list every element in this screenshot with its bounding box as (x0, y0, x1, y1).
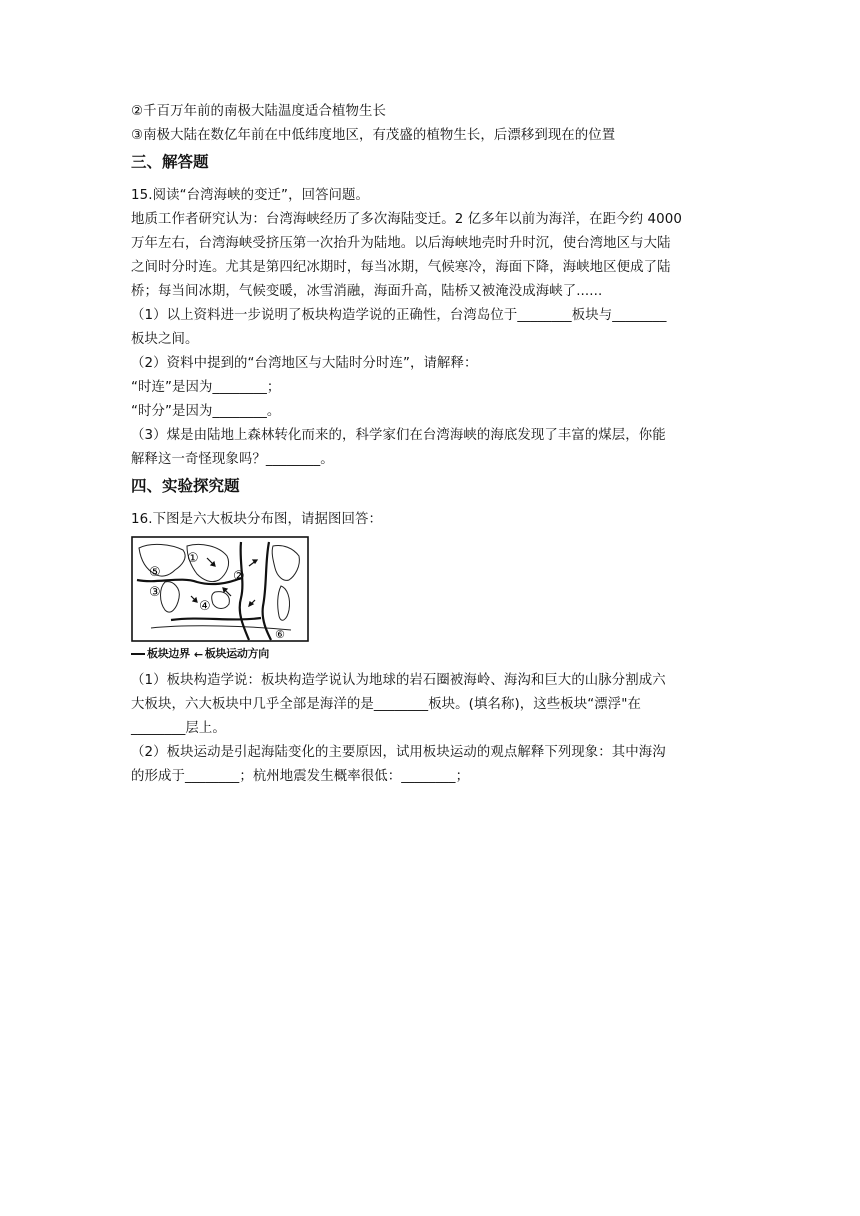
plate-number-label: ① (187, 551, 199, 566)
boundary-line-icon (131, 653, 145, 655)
plate-number-label: ③ (149, 585, 161, 600)
sub-question-1: ________层上。 (131, 721, 226, 736)
option-line: ②千百万年前的南极大陆温度适合植物生长 (131, 104, 386, 119)
plate-number-label: ⑥ (275, 628, 285, 641)
reading-paragraph-line: 桥；每当间冰期，气候变暖，冰雪消融，海面升高，陆桥又被淹没成海峡了...... (131, 284, 603, 299)
section-heading: 三、解答题 (131, 153, 209, 171)
sub-question-1: （1）板块构造学说：板块构造学说认为地球的岩石圈被海岭、海沟和巨大的山脉分割成六 (131, 673, 666, 688)
sub-question-1: 大板块，六大板块中几乎全部是海洋的是________板块。(填名称)，这些板块“漂浮"在 (131, 697, 642, 712)
plate-map-image (131, 536, 311, 644)
plate-map-figure (131, 536, 311, 661)
plate-number-label: ② (233, 569, 245, 584)
option-line: ③南极大陆在数亿年前在中低纬度地区，有茂盛的植物生长，后漂移到现在的位置 (131, 128, 616, 143)
sub-question-1: （1）以上资料进一步说明了板块构造学说的正确性，台湾岛位于________板块与________ (131, 308, 667, 323)
plate-boundary (171, 618, 261, 620)
legend-motion-label: 板块运动方向 (204, 647, 269, 660)
sub-question-2: “时连”是因为________； (131, 380, 281, 395)
sub-question-2: （2）板块运动是引起海陆变化的主要原因，试用板块运动的观点解释下列现象：其中海沟 (131, 745, 666, 760)
map-legend (131, 645, 311, 661)
legend-boundary-label: 板块边界 (147, 647, 190, 660)
plate-number-label: ④ (199, 599, 211, 614)
reading-paragraph-line: 之间时分时连。尤其是第四纪冰期时，每当冰期，气候寒冷，海面下降，海峡地区便成了陆 (131, 260, 671, 275)
plate-number-label: ⑤ (149, 565, 161, 580)
sub-question-3: 解释这一奇怪现象吗？________。 (131, 452, 334, 467)
sub-question-2: （2）资料中提到的“台湾地区与大陆时分时连”，请解释： (131, 356, 478, 371)
question-16-intro: 16.下图是六大板块分布图，请据图回答： (131, 512, 382, 527)
motion-arrow-icon: ← (193, 647, 203, 661)
sub-question-2: “时分”是因为________。 (131, 404, 281, 419)
sub-question-2: 的形成于________；杭州地震发生概率很低：________； (131, 769, 470, 784)
document-page (131, 100, 731, 789)
question-15-intro: 15.阅读“台湾海峡的变迁”，回答问题。 (131, 188, 370, 203)
reading-paragraph-line: 地质工作者研究认为：台湾海峡经历了多次海陆变迁。2 亿多年以前为海洋，在距今约 4000 (131, 212, 682, 227)
reading-paragraph-line: 万年左右，台湾海峡受挤压第一次抬升为陆地。以后海峡地壳时升时沉，使台湾地区与大陆 (131, 236, 671, 251)
section-heading: 四、实验探究题 (131, 477, 240, 495)
sub-question-3: （3）煤是由陆地上森林转化而来的，科学家们在台湾海峡的海底发现了丰富的煤层，你能 (131, 428, 666, 443)
sub-question-1: 板块之间。 (131, 332, 199, 347)
